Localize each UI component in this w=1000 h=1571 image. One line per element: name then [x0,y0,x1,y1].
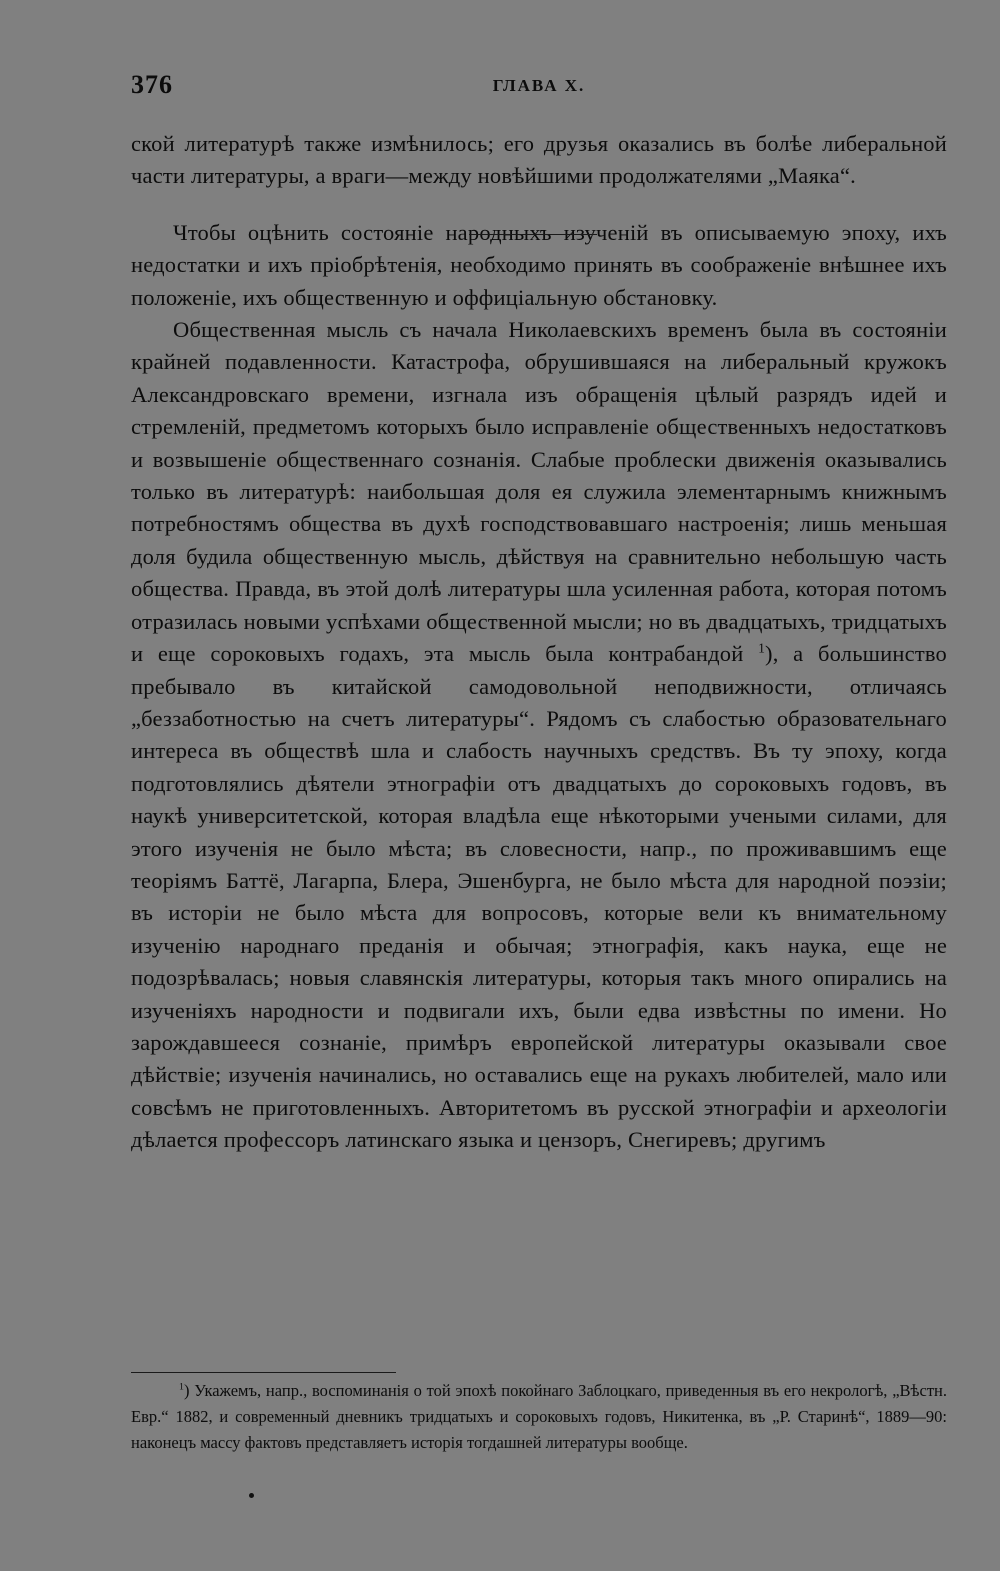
page-header [131,70,947,106]
paragraph-public-thought [131,314,947,1157]
footnote [131,1378,947,1456]
section-gap [131,193,947,217]
footnote-reference: 1 [758,640,766,656]
main-text [131,128,947,1157]
footnote-marker: 1 [179,1381,184,1393]
print-speck [249,1493,254,1498]
footnote-text: ) Укажемъ, напр., воспоминанія о той эпохѣ покойнаго Заблоцкаго, приведенныя въ его некрологѣ, „Вѣстн. Евр.“ 1882, и современный дневникъ тридцатыхъ и сороковыхъ годовъ, Никитенка, въ „Р. Старинѣ“, 1889—90: наконецъ массу фактовъ представляетъ исторія тогдашней литературы вообще. [131,1381,947,1452]
section-separator [469,234,597,235]
page-number: 376 [131,70,173,99]
footnote-rule [131,1372,396,1373]
paragraph-continued: ской литературѣ также измѣнилось; его друзья оказались въ болѣе либеральной части литературы, а враги—между новѣйшими продолжателями „Маяка“. [131,131,947,189]
paragraph-evaluation: Чтобы оцѣнить состояніе народныхъ изученій въ описываемую эпоху, ихъ недостатки и ихъ пріобрѣтенія, необходимо принять въ соображеніе внѣшнее ихъ положеніе, ихъ общественную и оффиціальную обстановку. [131,219,947,310]
paragraph-text-part1: Общественная мысль съ начала Николаевскихъ временъ была въ состояніи крайней подавленности. Катастрофа, обрушившаяся на либеральный кружокъ Александровскаго времени, изгнала изъ обращенія цѣлый разрядъ идей и стремленій, предметомъ которыхъ было исправленіе общественныхъ недостатковъ и возвышеніе общественнаго сознанія. Слабые проблески движенія оказывались только въ литературѣ: наибольшая доля ея служила элементарнымъ книжнымъ потребностямъ общества въ духѣ господствовавшаго настроенія; лишь меньшая доля будила общественную мысль, дѣйствуя на сравнительно небольшую часть общества. Правда, въ этой долѣ литературы шла усиленная работа, которая потомъ отразилась новыми успѣхами общественной мысли; но въ двадцатыхъ, тридцатыхъ и еще сороковыхъ годахъ, эта мысль была контрабандой [131,317,947,667]
chapter-title: ГЛАВА X. [492,76,586,95]
paragraph-text-part2: ), а большинство пребывало въ китайской самодовольной неподвижности, отличаясь „беззаботностью на счетъ литературы“. Рядомъ съ слабостью образовательнаго интереса въ обществѣ шла и слабость научныхъ средствъ. Въ ту эпоху, когда подготовлялись дѣятели этнографіи отъ двадцатыхъ до сороковыхъ годовъ, въ наукѣ университетской, которая владѣла еще нѣкоторыми учеными силами, для этого изученія не было мѣста; въ словесности, напр., по проживавшимъ еще теоріямъ Баттё, Лагарпа, Блера, Эшенбурга, не было мѣста для народной поэзіи; въ исторіи не было мѣста для вопросовъ, которые вели къ внимательному изученію народнаго преданія и обычая; этнографія, какъ наука, еще не подозрѣвалась; новыя славянскія литературы, которыя такъ много опирались на изученіяхъ народности и подвигали ихъ, были едва извѣстны по имени. Но зарождавшееся сознаніе, примѣръ европейской литературы оказывали свое дѣйствіе; изученія начинались, но оставались еще на рукахъ любителей, мало или совсѣмъ не приготовленныхъ. Авторитетомъ въ русской этнографіи и археологіи дѣлается профессоръ латинскаго языка и цензоръ, Снегиревъ; другимъ [131,641,947,1153]
